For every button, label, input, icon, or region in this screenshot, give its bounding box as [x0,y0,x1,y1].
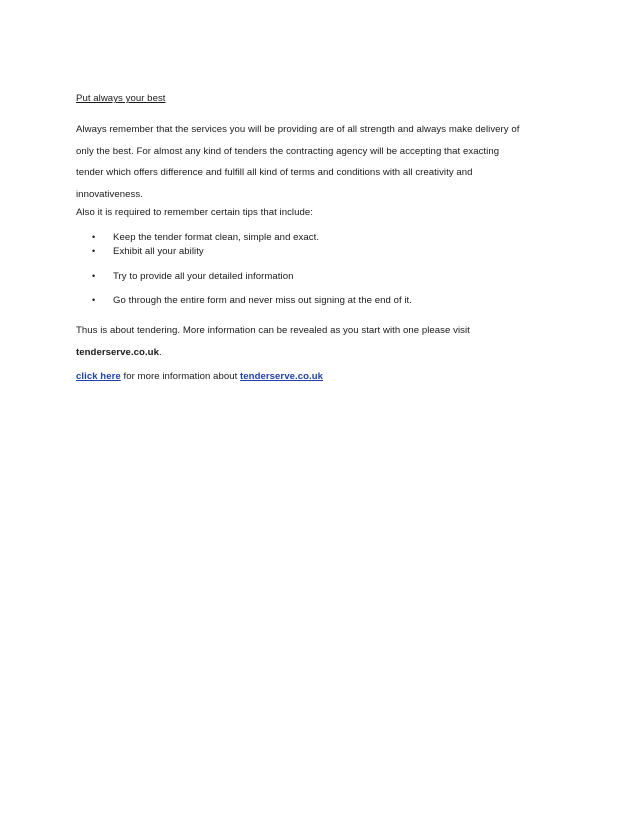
list-item-text: Exhibit all your ability [113,246,204,257]
tenderserve-link[interactable]: tenderserve.co.uk [240,371,323,382]
closing-period: . [158,346,162,358]
bullet-icon: • [92,271,96,281]
tips-intro-paragraph [76,202,566,224]
intro-paragraph [76,119,566,205]
bullet-icon: • [92,232,96,242]
tips-intro-text: Also it is required to remember certain tips that include: [76,207,313,218]
closing-line-1: Thus is about tendering. More information can be revealed as you start with one please visit [76,325,470,336]
list-item-text: Go through the entire form and never miss out signing at the end of it. [113,295,412,306]
list-item [92,294,412,307]
list-item [92,231,319,244]
list-item [92,270,293,283]
intro-line-4: innovativeness. [76,188,143,200]
more-info-line [76,371,323,383]
list-item [92,245,204,258]
list-item-text: Keep the tender format clean, simple and exact. [113,232,320,243]
intro-line-3: tender which offers difference and fulfill all kind of terms and conditions with all creativity and [76,167,473,178]
bullet-icon: • [92,295,96,305]
site-name: tenderserve.co.uk [76,346,159,358]
closing-line-2 [76,342,566,364]
list-item-text: Try to provide all your detailed information [113,271,294,282]
more-info-text: for more information about [120,371,241,382]
bullet-icon: • [92,246,96,256]
intro-line-2: only the best. For almost any kind of tenders the contracting agency will be accepting that exacting [76,145,500,157]
section-heading: Put always your best [76,93,166,104]
click-here-link[interactable]: click here [76,371,121,382]
closing-paragraph [76,320,566,363]
intro-line-1: Always remember that the services you will be providing are of all strength and always make delivery of [76,124,520,135]
